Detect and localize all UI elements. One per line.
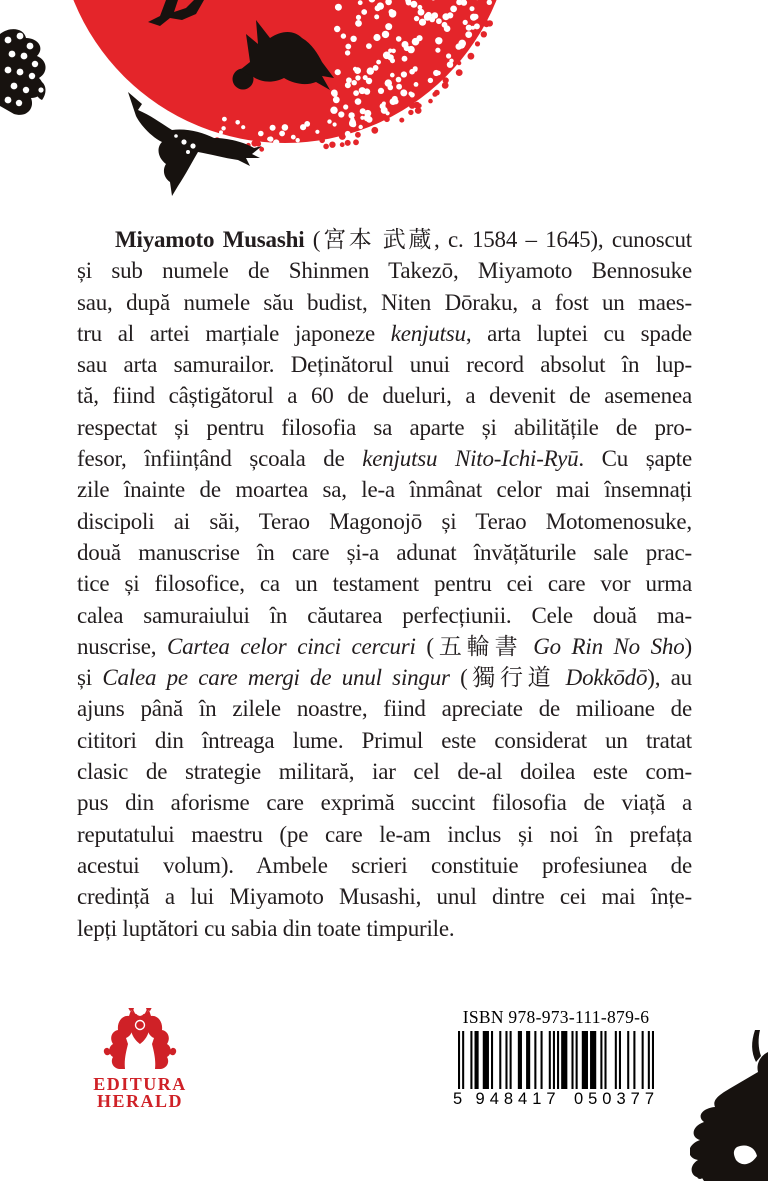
- text-segment: ), au: [647, 665, 692, 691]
- left-edge-dotted-shape-icon: [0, 29, 46, 115]
- text-segment: pus din aforisme care exprimă succint filosofia de viață a: [77, 790, 692, 816]
- text-segment: kenjutsu Nito-Ichi-Ryū: [362, 446, 579, 472]
- text-segment: respectat și pentru filosofia sa aparte și abilitățile de pro-: [77, 414, 692, 440]
- text-segment: două manuscrise în care și-a adunat învățăturile sale prac-: [77, 539, 692, 565]
- text-segment: lepți luptători cu sabia din toate timpurile.: [77, 915, 455, 941]
- text-line: [77, 474, 692, 505]
- text-segment: credință a lui Miyamoto Musashi, unul dintre cei mai înțe-: [77, 884, 692, 910]
- text-segment: tă, fiind câștigătorul a 60 de dueluri, a devenit de asemenea: [77, 383, 692, 409]
- text-segment: clasic de strategie militară, iar cel de-al doilea este com-: [77, 759, 692, 785]
- text-segment: și: [77, 665, 103, 691]
- text-segment: kenjutsu: [390, 320, 466, 346]
- text-line: [77, 756, 692, 787]
- text-segment: sau arta samurailor. Deținătorul unui record absolut în lup-: [77, 352, 692, 378]
- herald-stags-emblem-icon: [92, 1008, 188, 1074]
- text-line: [77, 287, 692, 318]
- text-line: [77, 255, 692, 286]
- text-segment: reputatului maestru (pe care le-am inclus și noi în prefața: [77, 821, 692, 847]
- text-line: [77, 662, 692, 693]
- text-segment: nuscrise,: [77, 633, 167, 659]
- text-segment: tru al artei marțiale japoneze: [77, 320, 391, 346]
- text-line: [77, 506, 692, 537]
- text-segment: sau, după numele său budist, Niten Dōraku, a fost un maes-: [77, 289, 692, 315]
- barcode-digits: [453, 1090, 659, 1108]
- text-segment: , arta luptei cu spade: [465, 320, 693, 346]
- text-segment: discipoli ai săi, Terao Magonojō și Terao Motomenosuke,: [77, 508, 692, 534]
- text-line: [77, 412, 692, 443]
- back-cover-text: [77, 224, 692, 944]
- text-segment: ajuns până în zilele noastre, fiind apreciate de milioane de: [77, 696, 692, 722]
- text-segment: fesor, înființând școala de: [77, 446, 363, 472]
- text-line: [77, 819, 692, 850]
- text-line: [77, 568, 692, 599]
- text-segment: ): [684, 633, 692, 659]
- barcode-digit-group2: 050377: [573, 1090, 659, 1108]
- text-line: [77, 693, 692, 724]
- publisher-logo: [82, 1008, 198, 1110]
- text-segment: (獨行道: [449, 665, 566, 691]
- text-line: [77, 631, 692, 662]
- text-segment: calea samuraiului în căutarea perfecțiunii. Cele două ma-: [77, 602, 692, 628]
- publisher-name-line2: HERALD: [96, 1091, 183, 1111]
- text-segment: tice și filosofice, ca un testament pentru cei care vor urma: [77, 571, 692, 597]
- text-line: [77, 443, 692, 474]
- isbn-label: ISBN 978-973-111-879-6: [462, 1007, 650, 1027]
- barcode-digit-first: 5: [453, 1090, 463, 1108]
- text-segment: Miyamoto Musashi: [115, 227, 305, 252]
- text-line: [77, 850, 692, 881]
- isbn-block: [450, 1005, 662, 1108]
- text-segment: și sub numele de Shinmen Takezō, Miyamoto Bennosuke: [77, 258, 692, 284]
- cover-artwork: [0, 0, 768, 232]
- text-segment: Calea pe care mergi de unul singur: [102, 665, 450, 691]
- text-line: [77, 380, 692, 411]
- text-line: [77, 537, 692, 568]
- text-segment: . Cu șapte: [578, 446, 692, 472]
- text-segment: Go Rin No Sho: [533, 633, 685, 659]
- text-line: [77, 224, 692, 255]
- text-line: [77, 725, 692, 756]
- text-line: [77, 318, 692, 349]
- text-segment: cititori din întreaga lume. Primul este considerat un tratat: [77, 727, 692, 753]
- text-segment: Dokkōdō: [565, 665, 648, 691]
- text-segment: zile înainte de moartea sa, le-a înmânat celor mai însemnați: [77, 477, 692, 503]
- text-segment: Cartea celor cinci cercuri: [166, 633, 416, 659]
- text-segment: acestui volum). Ambele scrieri constituie profesiunea de: [77, 852, 692, 878]
- text-line: [77, 600, 692, 631]
- ink-splash-icon: [690, 1030, 768, 1181]
- barcode-digit-group1: 948417: [475, 1090, 561, 1108]
- text-segment: (五輪書: [415, 633, 534, 659]
- text-line: [77, 349, 692, 380]
- ean13-barcode-icon: [458, 1031, 654, 1089]
- text-line: [77, 913, 692, 944]
- text-line: [77, 881, 692, 912]
- text-line: [77, 787, 692, 818]
- publisher-name-line1: EDITURA: [93, 1074, 187, 1094]
- text-segment: (宮本 武蔵, c. 1584 – 1645), cunoscut: [304, 227, 692, 252]
